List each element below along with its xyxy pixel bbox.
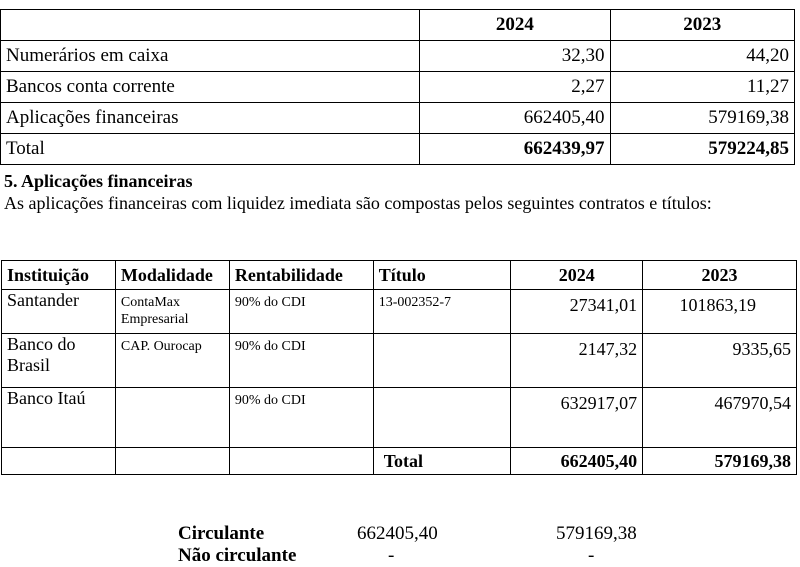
table-row [1,103,795,134]
cell-2023: 467970,54 [643,388,797,448]
total-label: Total [1,134,420,165]
table-row [2,388,797,448]
cell-modalidade: ContaMax Empresarial [115,290,229,334]
cell-2024: 27341,01 [511,290,643,334]
header-2024: 2024 [511,261,643,290]
header-2023: 2023 [610,10,794,41]
value-2024: 2,27 [420,72,610,103]
header-cell-empty [1,10,420,41]
nao-circulante-2024: - [388,545,395,566]
cash-table [0,9,795,165]
circulante-2024: 662405,40 [357,523,438,544]
cell-empty [115,448,229,475]
value-2023: 11,27 [610,72,794,103]
header-2023: 2023 [643,261,797,290]
header-modalidade: Modalidade [115,261,229,290]
circulante-label: Circulante [178,523,265,544]
cell-modalidade [115,388,229,448]
header-instituicao: Instituição [2,261,116,290]
cell-titulo [373,388,511,448]
section-description: As aplicações financeiras com liquidez imediata são compostas pelos seguintes contratos e títulos: [4,193,712,213]
cell-rentabilidade: 90% do CDI [229,334,373,388]
table-row [2,334,797,388]
table-header-row [2,261,797,290]
table-row [1,72,795,103]
nao-circulante-2023: - [588,545,595,566]
total-2023: 579169,38 [643,448,797,475]
cell-instituicao: Banco do Brasil [2,334,116,388]
cell-instituicao: Banco Itaú [2,388,116,448]
cell-2023: 9335,65 [643,334,797,388]
value-2023: 44,20 [610,41,794,72]
cell-2024: 2147,32 [511,334,643,388]
cell-empty [229,448,373,475]
header-titulo: Título [373,261,511,290]
value-2023: 579169,38 [610,103,794,134]
investments-table [1,260,797,475]
cell-2023: 101863,19 [643,290,797,334]
total-2024: 662439,97 [420,134,610,165]
table-row [2,290,797,334]
cell-titulo: 13-002352-7 [373,290,511,334]
total-2024: 662405,40 [511,448,643,475]
section-title: 5. Aplicações financeiras [4,171,193,191]
cell-empty [2,448,116,475]
cell-titulo [373,334,511,388]
total-2023: 579224,85 [610,134,794,165]
cell-rentabilidade: 90% do CDI [229,290,373,334]
circulante-2023: 579169,38 [556,523,637,544]
cell-modalidade: CAP. Ourocap [115,334,229,388]
row-label: Numerários em caixa [1,41,420,72]
value-2024: 662405,40 [420,103,610,134]
cell-rentabilidade: 90% do CDI [229,388,373,448]
cell-2024: 632917,07 [511,388,643,448]
cell-instituicao: Santander [2,290,116,334]
header-2024: 2024 [420,10,610,41]
value-2024: 32,30 [420,41,610,72]
table-row [1,41,795,72]
total-row [1,134,795,165]
total-row [2,448,797,475]
header-rentabilidade: Rentabilidade [229,261,373,290]
total-label: Total [373,448,511,475]
row-label: Bancos conta corrente [1,72,420,103]
nao-circulante-label: Não circulante [178,545,297,566]
table-header-row [1,10,795,41]
row-label: Aplicações financeiras [1,103,420,134]
